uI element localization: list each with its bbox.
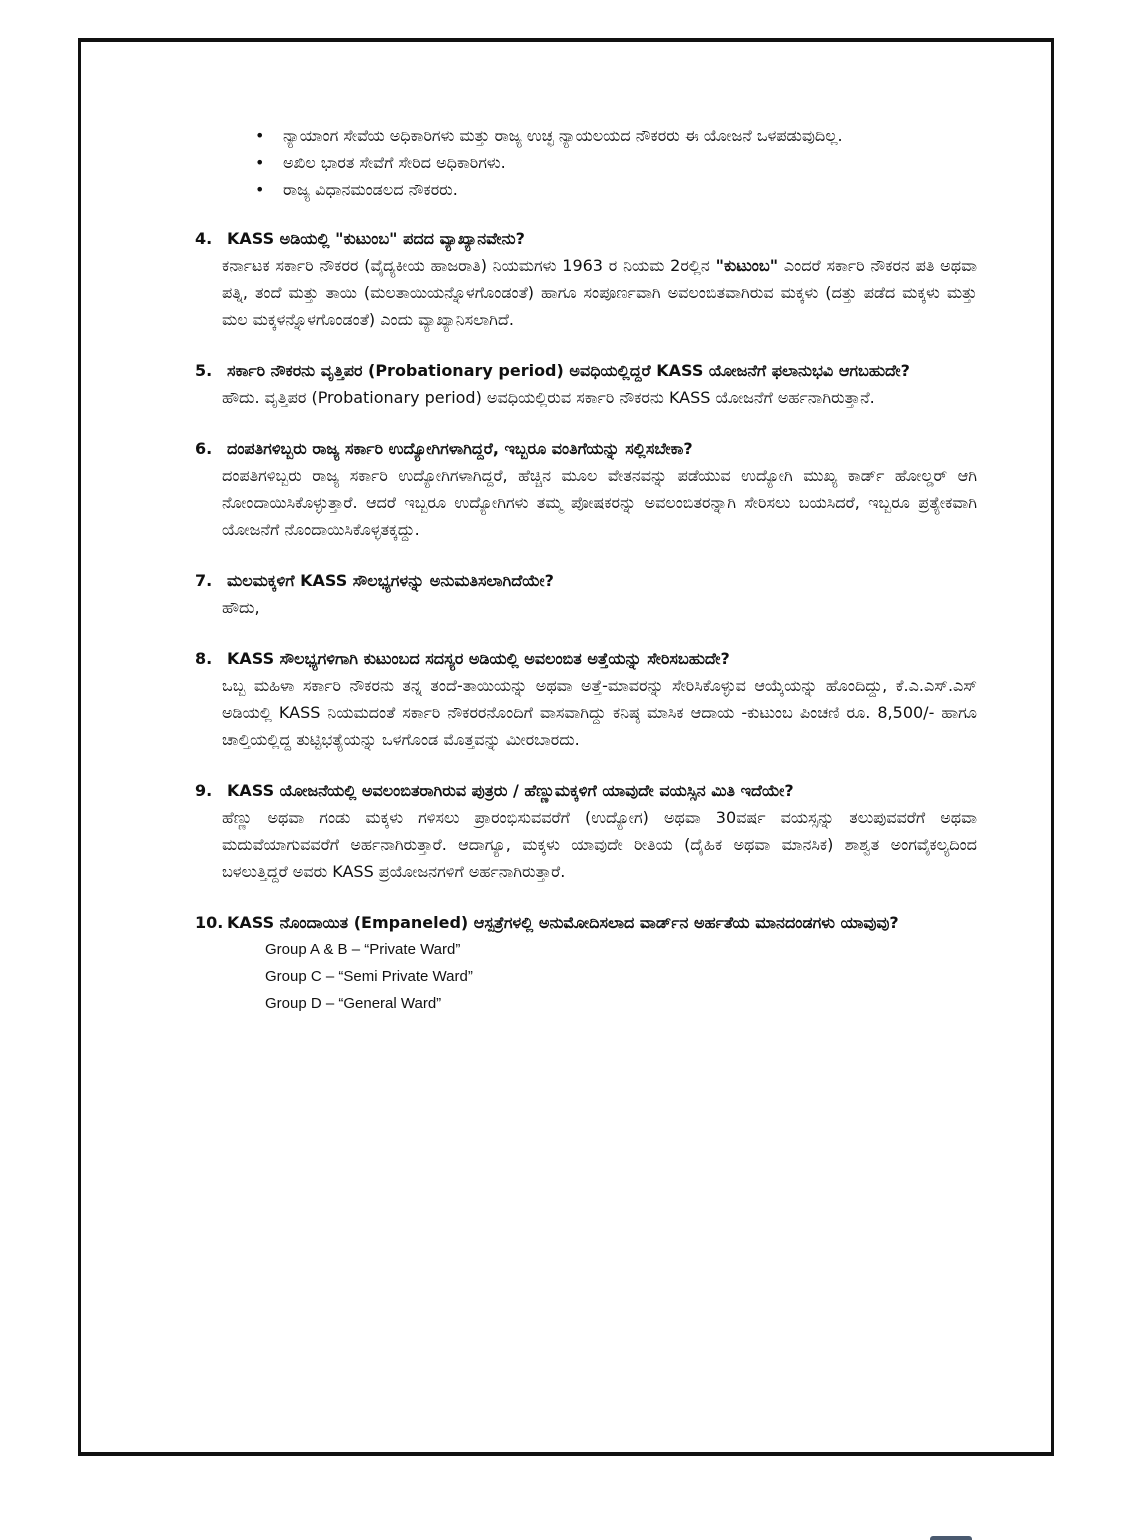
faq-item-6 xyxy=(195,435,977,543)
ward-group-item: Group D – “General Ward” xyxy=(265,995,442,1012)
question-number: 10. xyxy=(195,913,224,932)
faq-item-10 xyxy=(195,909,977,1017)
question-number: 8. xyxy=(195,649,213,668)
question-text: KASS ಅಡಿಯಲ್ಲಿ "ಕುಟುಂಬ" ಪದದ ವ್ಯಾಖ್ಯಾನವೇನು? xyxy=(227,229,525,248)
question-number: 4. xyxy=(195,229,213,248)
document-content xyxy=(195,122,977,1017)
question-number: 5. xyxy=(195,361,213,380)
question-number: 9. xyxy=(195,781,213,800)
answer-text: ದಂಪತಿಗಳಿಬ್ಬರು ರಾಜ್ಯ ಸರ್ಕಾರಿ ಉದ್ಯೋಗಿಗಳಾಗಿದ್ದರೆ, ಹೆಚ್ಚಿನ ಮೂಲ ವೇತನವನ್ನು ಪಡೆಯುವ ಉದ್ಯೋಗಿ ಮುಖ್ಯ ಕಾರ್ಡ್ ಹೋಲ್ಡರ್ ಆಗಿ ನೋಂದಾಯಿಸಿಕೊಳ್ಳುತ್ತಾರೆ. ಆದರೆ ಇಬ್ಬರೂ ಉದ್ಯೋಗಿಗಳು ತಮ್ಮ ಪೋಷಕರನ್ನು ಅವಲಂಬಿತರನ್ನಾಗಿ ಸೇರಿಸಲು ಬಯಸಿದರೆ, ಇಬ್ಬರೂ ಪ್ರತ್ಯೇಕವಾಗಿ ಯೋಜನೆಗೆ ನೊಂದಾಯಿಸಿಕೊಳ್ಳತಕ್ಕದ್ದು. xyxy=(222,466,977,539)
ward-group-item: Group C – “Semi Private Ward” xyxy=(265,968,473,985)
bullet-icon: • xyxy=(255,126,265,145)
list-item xyxy=(253,149,977,176)
question-text: ದಂಪತಿಗಳಿಬ್ಬರು ರಾಜ್ಯ ಸರ್ಕಾರಿ ಉದ್ಯೋಗಿಗಳಾಗಿದ್ದರೆ, ಇಬ್ಬರೂ ವಂತಿಗೆಯನ್ನು ಸಲ್ಲಿಸಬೇಕಾ? xyxy=(227,439,693,458)
faq-item-5 xyxy=(195,357,977,411)
question-number: 6. xyxy=(195,439,213,458)
faq-item-9 xyxy=(195,777,977,885)
ward-group-item: Group A & B – “Private Ward” xyxy=(265,941,461,958)
list-item-text: ರಾಜ್ಯ ವಿಧಾನಮಂಡಲದ ನೌಕರರು. xyxy=(283,180,458,199)
answer-text: ಒಬ್ಬ ಮಹಿಳಾ ಸರ್ಕಾರಿ ನೌಕರನು ತನ್ನ ತಂದೆ-ತಾಯಿಯನ್ನು ಅಥವಾ ಅತ್ತೆ-ಮಾವರನ್ನು ಸೇರಿಸಿಕೊಳ್ಳುವ ಆಯ್ಕೆಯನ್ನು ಹೊಂದಿದ್ದು, ಕೆ.ಎ.ಎಸ್.ಎಸ್ ಅಡಿಯಲ್ಲಿ KASS ನಿಯಮದಂತೆ ಸರ್ಕಾರಿ ನೌಕರರನೊಂದಿಗೆ ವಾಸವಾಗಿದ್ದು ಕನಿಷ್ಠ ಮಾಸಿಕ ಆದಾಯ -ಕುಟುಂಬ ಪಿಂಚಣಿ ರೂ. 8,500/- ಹಾಗೂ ಚಾಲ್ತಿಯಲ್ಲಿದ್ದ ತುಟ್ಟಿಭತ್ಯೆಯನ್ನು ಒಳಗೊಂಡ ಮೊತ್ತವನ್ನು ಮೀರಬಾರದು. xyxy=(222,676,977,749)
question-text: KASS ನೊಂದಾಯಿತ (Empaneled) ಆಸ್ಪತ್ರೆಗಳಲ್ಲಿ ಅನುಮೋದಿಸಲಾದ ವಾರ್ಡ್‌ನ ಅರ್ಹತೆಯ ಮಾನದಂಡಗಳು ಯಾವುವು? xyxy=(227,913,899,932)
answer-text: ಹೆಣ್ಣು ಅಥವಾ ಗಂಡು ಮಕ್ಕಳು ಗಳಿಸಲು ಪ್ರಾರಂಭಿಸುವವರೆಗೆ (ಉದ್ಯೋಗ) ಅಥವಾ 30ವರ್ಷ ವಯಸ್ಸನ್ನು ತಲುಪುವವರೆಗೆ ಅಥವಾ ಮದುವೆಯಾಗುವವರೆಗೆ ಅರ್ಹನಾಗಿರುತ್ತಾರೆ. ಆದಾಗ್ಯೂ, ಮಕ್ಕಳು ಯಾವುದೇ ರೀತಿಯ (ದೈಹಿಕ ಅಥವಾ ಮಾನಸಿಕ) ಶಾಶ್ವತ ಅಂಗವೈಕಲ್ಯದಿಂದ ಬಳಲುತ್ತಿದ್ದರೆ ಅವರು KASS ಪ್ರಯೋಜನಗಳಿಗೆ ಅರ್ಹನಾಗಿರುತ್ತಾರೆ. xyxy=(222,808,977,881)
answer-bold-term: "ಕುಟುಂಬ" xyxy=(715,256,779,275)
answer-part: ಕರ್ನಾಟಕ ಸರ್ಕಾರಿ ನೌಕರರ (ವೈದ್ಯಕೀಯ ಹಾಜರಾತಿ) ನಿಯಮಗಳು 1963 ರ ನಿಯಮ 2ರಲ್ಲಿನ xyxy=(222,256,710,275)
answer-part: ಎಂದರೆ ಸರ್ಕಾರಿ ನೌಕರನ ಪತಿ ಅಥವಾ ಪತ್ನಿ, ತಂದೆ ಮತ್ತು ತಾಯಿ (ಮಲತಾಯಿಯನ್ನೊಳಗೊಂಡಂತೆ) ಹಾಗೂ ಸಂಪೂರ್ಣವಾಗಿ ಅವಲಂಬಿತವಾಗಿರುವ ಮಕ್ಕಳು (ದತ್ತು ಪಡೆದ ಮಕ್ಕಳು ಮತ್ತು ಮಲ ಮಕ್ಕಳನ್ನೊಳಗೊಂಡಂತೆ) ಎಂದು ವ್ಯಾಖ್ಯಾನಿಸಲಾಗಿದೆ. xyxy=(222,256,977,329)
list-item-text: ಅಖಿಲ ಭಾರತ ಸೇವೆಗೆ ಸೇರಿದ ಅಧಿಕಾರಿಗಳು. xyxy=(283,153,506,172)
ward-eligibility-list xyxy=(265,936,977,1017)
question-number: 7. xyxy=(195,571,213,590)
question-text: ಮಲಮಕ್ಕಳಿಗೆ KASS ಸೌಲಭ್ಯಗಳನ್ನು ಅನುಮತಿಸಲಾಗಿದೆಯೇ? xyxy=(227,571,554,590)
list-item xyxy=(253,176,977,203)
bullet-icon: • xyxy=(255,153,265,172)
answer-text: ಹೌದು, xyxy=(222,598,260,617)
faq-item-8 xyxy=(195,645,977,753)
faq-item-4 xyxy=(195,225,977,333)
question-text: KASS ಸೌಲಭ್ಯಗಳಿಗಾಗಿ ಕುಟುಂಬದ ಸದಸ್ಯರ ಅಡಿಯಲ್ಲಿ ಅವಲಂಬಿತ ಅತ್ತೆಯನ್ನು ಸೇರಿಸಬಹುದೇ? xyxy=(227,649,730,668)
list-item xyxy=(253,122,977,149)
exclusion-list xyxy=(253,122,977,203)
list-item-text: ನ್ಯಾಯಾಂಗ ಸೇವೆಯ ಅಧಿಕಾರಿಗಳು ಮತ್ತು ರಾಜ್ಯ ಉಚ್ಛ ನ್ಯಾಯಲಯದ ನೌಕರರು ಈ ಯೋಜನೆ ಒಳಪಡುವುದಿಲ್ಲ. xyxy=(283,126,843,145)
bullet-icon: • xyxy=(255,180,265,199)
faq-item-7 xyxy=(195,567,977,621)
answer-text: ಹೌದು. ವೃತ್ತಿಪರ (Probationary period) ಅವಧಿಯಲ್ಲಿರುವ ಸರ್ಕಾರಿ ನೌಕರನು KASS ಯೋಜನೆಗೆ ಅರ್ಹನಾಗಿರುತ್ತಾನೆ. xyxy=(222,388,875,407)
answer-text xyxy=(222,252,977,333)
scroll-handle[interactable] xyxy=(930,1536,972,1540)
question-text: KASS ಯೋಜನೆಯಲ್ಲಿ ಅವಲಂಬಿತರಾಗಿರುವ ಪುತ್ರರು / ಹೆಣ್ಣುಮಕ್ಕಳಿಗೆ ಯಾವುದೇ ವಯಸ್ಸಿನ ಮಿತಿ ಇದೆಯೇ? xyxy=(227,781,794,800)
question-text: ಸರ್ಕಾರಿ ನೌಕರನು ವೃತ್ತಿಪರ (Probationary period) ಅವಧಿಯಲ್ಲಿದ್ದರೆ KASS ಯೋಜನೆಗೆ ಫಲಾನುಭವಿ ಆಗಬಹುದೇ? xyxy=(227,361,910,380)
